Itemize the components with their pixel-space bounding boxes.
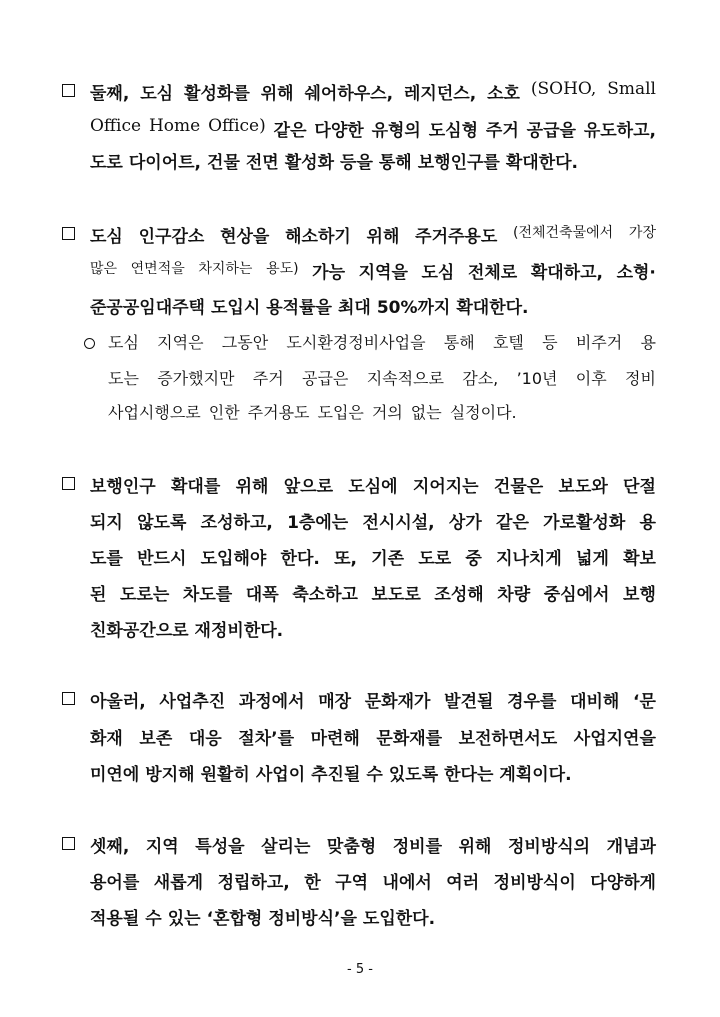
square-bullet-icon: [62, 476, 75, 494]
text-segment: 문화재를: [376, 729, 443, 749]
text-segment: 인한: [208, 403, 240, 422]
text-segment: 등: [542, 333, 558, 352]
text-segment: 가장: [628, 225, 656, 241]
text-segment: 주거: [485, 121, 519, 141]
text-segment: 사업추진: [159, 692, 226, 712]
sub-bullet-line: [108, 366, 656, 389]
text-segment: 되지: [90, 513, 123, 533]
text-segment: 전면: [245, 153, 279, 173]
square-bullet-icon: [62, 226, 75, 244]
text-segment: 확대한다.: [456, 298, 529, 318]
text-segment: 용: [639, 513, 656, 533]
text-segment: 방지해: [145, 765, 195, 785]
text-segment: 도시환경정비사업을: [286, 333, 426, 352]
text-segment: 추진될: [311, 765, 361, 785]
text-segment: 수: [145, 909, 162, 929]
text-segment: 공급은: [302, 369, 349, 388]
text-segment: 통해: [378, 153, 412, 173]
text-segment: 또,: [334, 549, 357, 569]
text-segment: 한다.: [280, 549, 320, 569]
text-segment: 살리는: [261, 837, 311, 857]
paragraph-line: [90, 116, 656, 141]
text-segment: 차지하는: [198, 261, 253, 277]
paragraph-line: [90, 222, 656, 247]
text-segment: 화재: [90, 729, 123, 749]
text-segment: 경우를: [507, 692, 557, 712]
text-segment: 정비: [624, 369, 656, 388]
paragraph-line: [90, 258, 656, 283]
text-segment: 개념과: [606, 837, 656, 857]
paragraph-line: [90, 760, 656, 785]
text-segment: 단절: [623, 477, 656, 497]
text-segment: 사업시행으로: [108, 403, 201, 422]
square-bullet-icon: [62, 836, 75, 854]
paragraph-line: [90, 904, 656, 929]
text-segment: 없는: [410, 403, 442, 422]
text-segment: (전체건축물에서: [513, 225, 614, 241]
text-segment: 도심: [140, 84, 174, 104]
text-segment: Home: [148, 116, 201, 136]
text-segment: 재정비한다.: [194, 621, 284, 641]
text-segment: 보전하면서도: [458, 729, 558, 749]
paragraph-line: [90, 79, 656, 104]
page-number: - 5 -: [347, 962, 373, 977]
text-segment: 확대를: [171, 477, 221, 497]
text-segment: 된: [90, 585, 107, 605]
text-segment: 정비방식의: [507, 837, 591, 857]
text-segment: 도입시: [210, 298, 261, 318]
text-segment: 용: [640, 333, 656, 352]
text-segment: 도입해야: [200, 549, 267, 569]
text-segment: 도심: [90, 227, 123, 247]
text-segment: 도심형: [428, 121, 479, 141]
text-segment: Small: [607, 79, 656, 99]
text-segment: 가능: [312, 263, 346, 283]
text-segment: 같은: [273, 121, 307, 141]
text-segment: 사업이: [255, 765, 306, 785]
text-segment: 쉐어하우스,: [304, 84, 394, 104]
text-segment: 지역을: [358, 263, 408, 283]
text-segment: 마련해: [310, 729, 360, 749]
text-segment: 새롭게: [153, 873, 204, 893]
text-segment: 지역: [145, 837, 179, 857]
text-segment: 소호: [487, 84, 520, 104]
text-segment: 확보: [623, 549, 656, 569]
text-segment: 지속적으로: [366, 369, 444, 388]
text-segment: 도로: [90, 153, 123, 173]
paragraph-line: [90, 544, 656, 569]
text-segment: 보존: [139, 729, 173, 749]
text-segment: 위해: [260, 84, 294, 104]
text-segment: 계획이다.: [499, 765, 572, 785]
square-bullet-icon: [62, 691, 75, 709]
square-bullet-icon: [62, 83, 75, 101]
paragraph-line: [90, 724, 656, 749]
text-segment: 미연에: [90, 765, 140, 785]
text-segment: 비주거: [575, 333, 623, 352]
text-segment: 넓게: [576, 549, 609, 569]
text-segment: 보도로: [371, 585, 421, 605]
text-segment: 도로는: [120, 585, 170, 605]
paragraph-line: [90, 148, 656, 173]
text-segment: 다양하게: [590, 873, 656, 893]
text-segment: 1층에는: [287, 513, 349, 533]
text-segment: 확대한다.: [505, 153, 579, 173]
text-segment: 정비방식’을: [268, 909, 357, 929]
text-segment: 그동안: [221, 333, 269, 352]
text-segment: 통해: [443, 333, 475, 352]
text-segment: 내에서: [382, 873, 432, 893]
sub-bullet-line: [108, 400, 656, 423]
text-segment: 용적률을: [266, 298, 332, 318]
text-segment: 대응: [188, 729, 222, 749]
text-segment: 최대: [337, 298, 371, 318]
text-segment: 앞으로: [283, 477, 334, 497]
text-segment: 중: [465, 549, 482, 569]
text-segment: 축소하고: [292, 585, 358, 605]
text-segment: 여러: [446, 873, 480, 893]
text-segment: 대폭: [245, 585, 279, 605]
paragraph-line: [90, 687, 656, 712]
text-segment: ’10년: [516, 369, 558, 388]
text-segment: 주거주용도: [415, 227, 498, 247]
text-segment: 용어를: [90, 873, 140, 893]
text-segment: 보행인구를: [417, 153, 500, 173]
text-segment: 원활히: [200, 765, 250, 785]
text-segment: ‘문: [633, 692, 656, 712]
text-segment: 문화재가: [364, 692, 431, 712]
text-segment: 지나치게: [496, 549, 562, 569]
text-segment: 공급을: [526, 121, 576, 141]
text-segment: 정립하고,: [217, 873, 290, 893]
text-segment: 다이어트,: [128, 153, 202, 173]
text-segment: 유형의: [371, 121, 421, 141]
text-segment: Office: [90, 116, 142, 136]
text-segment: 같은: [496, 513, 529, 533]
text-segment: 50%까지: [376, 298, 451, 318]
text-segment: 실정이다.: [449, 403, 517, 422]
text-segment: 지어지는: [412, 477, 479, 497]
text-segment: 건물: [207, 153, 240, 173]
text-segment: 발견될: [444, 692, 494, 712]
text-segment: 감소,: [462, 369, 499, 388]
text-segment: 정비방식이: [493, 873, 576, 893]
text-segment: 도심: [108, 333, 139, 352]
text-segment: 둘째,: [90, 84, 130, 104]
text-segment: 않도록: [137, 513, 187, 533]
text-segment: 절차’를: [238, 729, 294, 749]
text-segment: 해소하기: [285, 227, 351, 247]
text-segment: 전시시설,: [362, 513, 435, 533]
text-segment: ‘혼합형: [206, 909, 263, 929]
text-segment: 아울러,: [90, 692, 146, 712]
text-segment: 호텔: [492, 333, 524, 352]
paragraph-line: [90, 616, 656, 641]
text-segment: 한다는: [444, 765, 494, 785]
text-segment: 친화공간으로: [90, 621, 189, 641]
paragraph-line: [90, 472, 656, 497]
paragraph-line: [90, 580, 656, 605]
text-segment: 주거: [252, 369, 284, 388]
text-segment: 중심에서: [543, 585, 610, 605]
text-segment: 다양한: [314, 121, 364, 141]
text-segment: 위해: [366, 227, 400, 247]
text-segment: 활성화: [284, 153, 335, 173]
circle-bullet-icon: [84, 335, 95, 353]
text-segment: 이후: [575, 369, 607, 388]
text-segment: 활성화를: [184, 84, 250, 104]
text-segment: 연면적을: [130, 261, 185, 277]
text-segment: 과정에서: [238, 692, 305, 712]
text-segment: 적용될: [90, 909, 140, 929]
text-segment: 도입은: [317, 403, 364, 422]
text-segment: 맞춤형: [326, 837, 377, 857]
text-segment: 등을: [340, 153, 373, 173]
text-segment: 전체로: [467, 263, 518, 283]
text-segment: 지역은: [157, 333, 204, 352]
text-segment: 위해: [235, 477, 269, 497]
text-segment: 도로: [418, 549, 452, 569]
text-segment: 도는: [108, 369, 139, 388]
text-segment: 소형·: [616, 263, 656, 283]
paragraph-line: [90, 832, 656, 857]
text-segment: 구역: [335, 873, 369, 893]
text-segment: 가로활성화: [543, 513, 626, 533]
text-segment: 확대하고,: [530, 263, 603, 283]
text-segment: 차도를: [182, 585, 233, 605]
text-segment: 도를: [90, 549, 123, 569]
text-segment: 있는: [167, 909, 201, 929]
text-segment: 준공공임대주택: [90, 298, 205, 318]
text-segment: 있도록: [388, 765, 439, 785]
text-segment: 현상을: [220, 227, 270, 247]
text-segment: 인구감소: [138, 227, 205, 247]
text-segment: 보도와: [558, 477, 608, 497]
text-segment: 주거용도: [247, 403, 310, 422]
text-segment: 증가했지만: [157, 369, 235, 388]
text-segment: 많은: [90, 261, 118, 277]
text-segment: 용도): [266, 261, 299, 277]
text-segment: 대비해: [570, 692, 620, 712]
text-segment: 보행인구: [90, 477, 156, 497]
text-segment: 사업지연을: [573, 729, 656, 749]
text-segment: 정비를: [392, 837, 443, 857]
paragraph-line: [90, 293, 656, 318]
text-segment: 상가: [448, 513, 482, 533]
text-segment: Office): [208, 116, 266, 136]
text-segment: 거의: [371, 403, 403, 422]
text-segment: 조성하고,: [200, 513, 273, 533]
text-segment: 보행: [623, 585, 656, 605]
paragraph-line: [90, 508, 656, 533]
text-segment: 도심에: [348, 477, 398, 497]
text-segment: 기존: [371, 549, 405, 569]
text-segment: 셋째,: [90, 837, 130, 857]
text-segment: 차량: [497, 585, 531, 605]
text-segment: 레지던스,: [404, 84, 477, 104]
text-segment: 한: [304, 873, 321, 893]
text-segment: 특성을: [195, 837, 245, 857]
text-segment: 반드시: [137, 549, 187, 569]
text-segment: 건물은: [493, 477, 544, 497]
paragraph-line: [90, 868, 656, 893]
text-segment: (SOHO,: [530, 79, 597, 99]
text-segment: 유도하고,: [583, 121, 656, 141]
text-segment: 수: [366, 765, 383, 785]
text-segment: 도입한다.: [362, 909, 436, 929]
sub-bullet-line: [108, 330, 656, 353]
text-segment: 매장: [318, 692, 352, 712]
text-segment: 위해: [458, 837, 492, 857]
text-segment: 도심: [421, 263, 455, 283]
text-segment: 조성해: [434, 585, 484, 605]
